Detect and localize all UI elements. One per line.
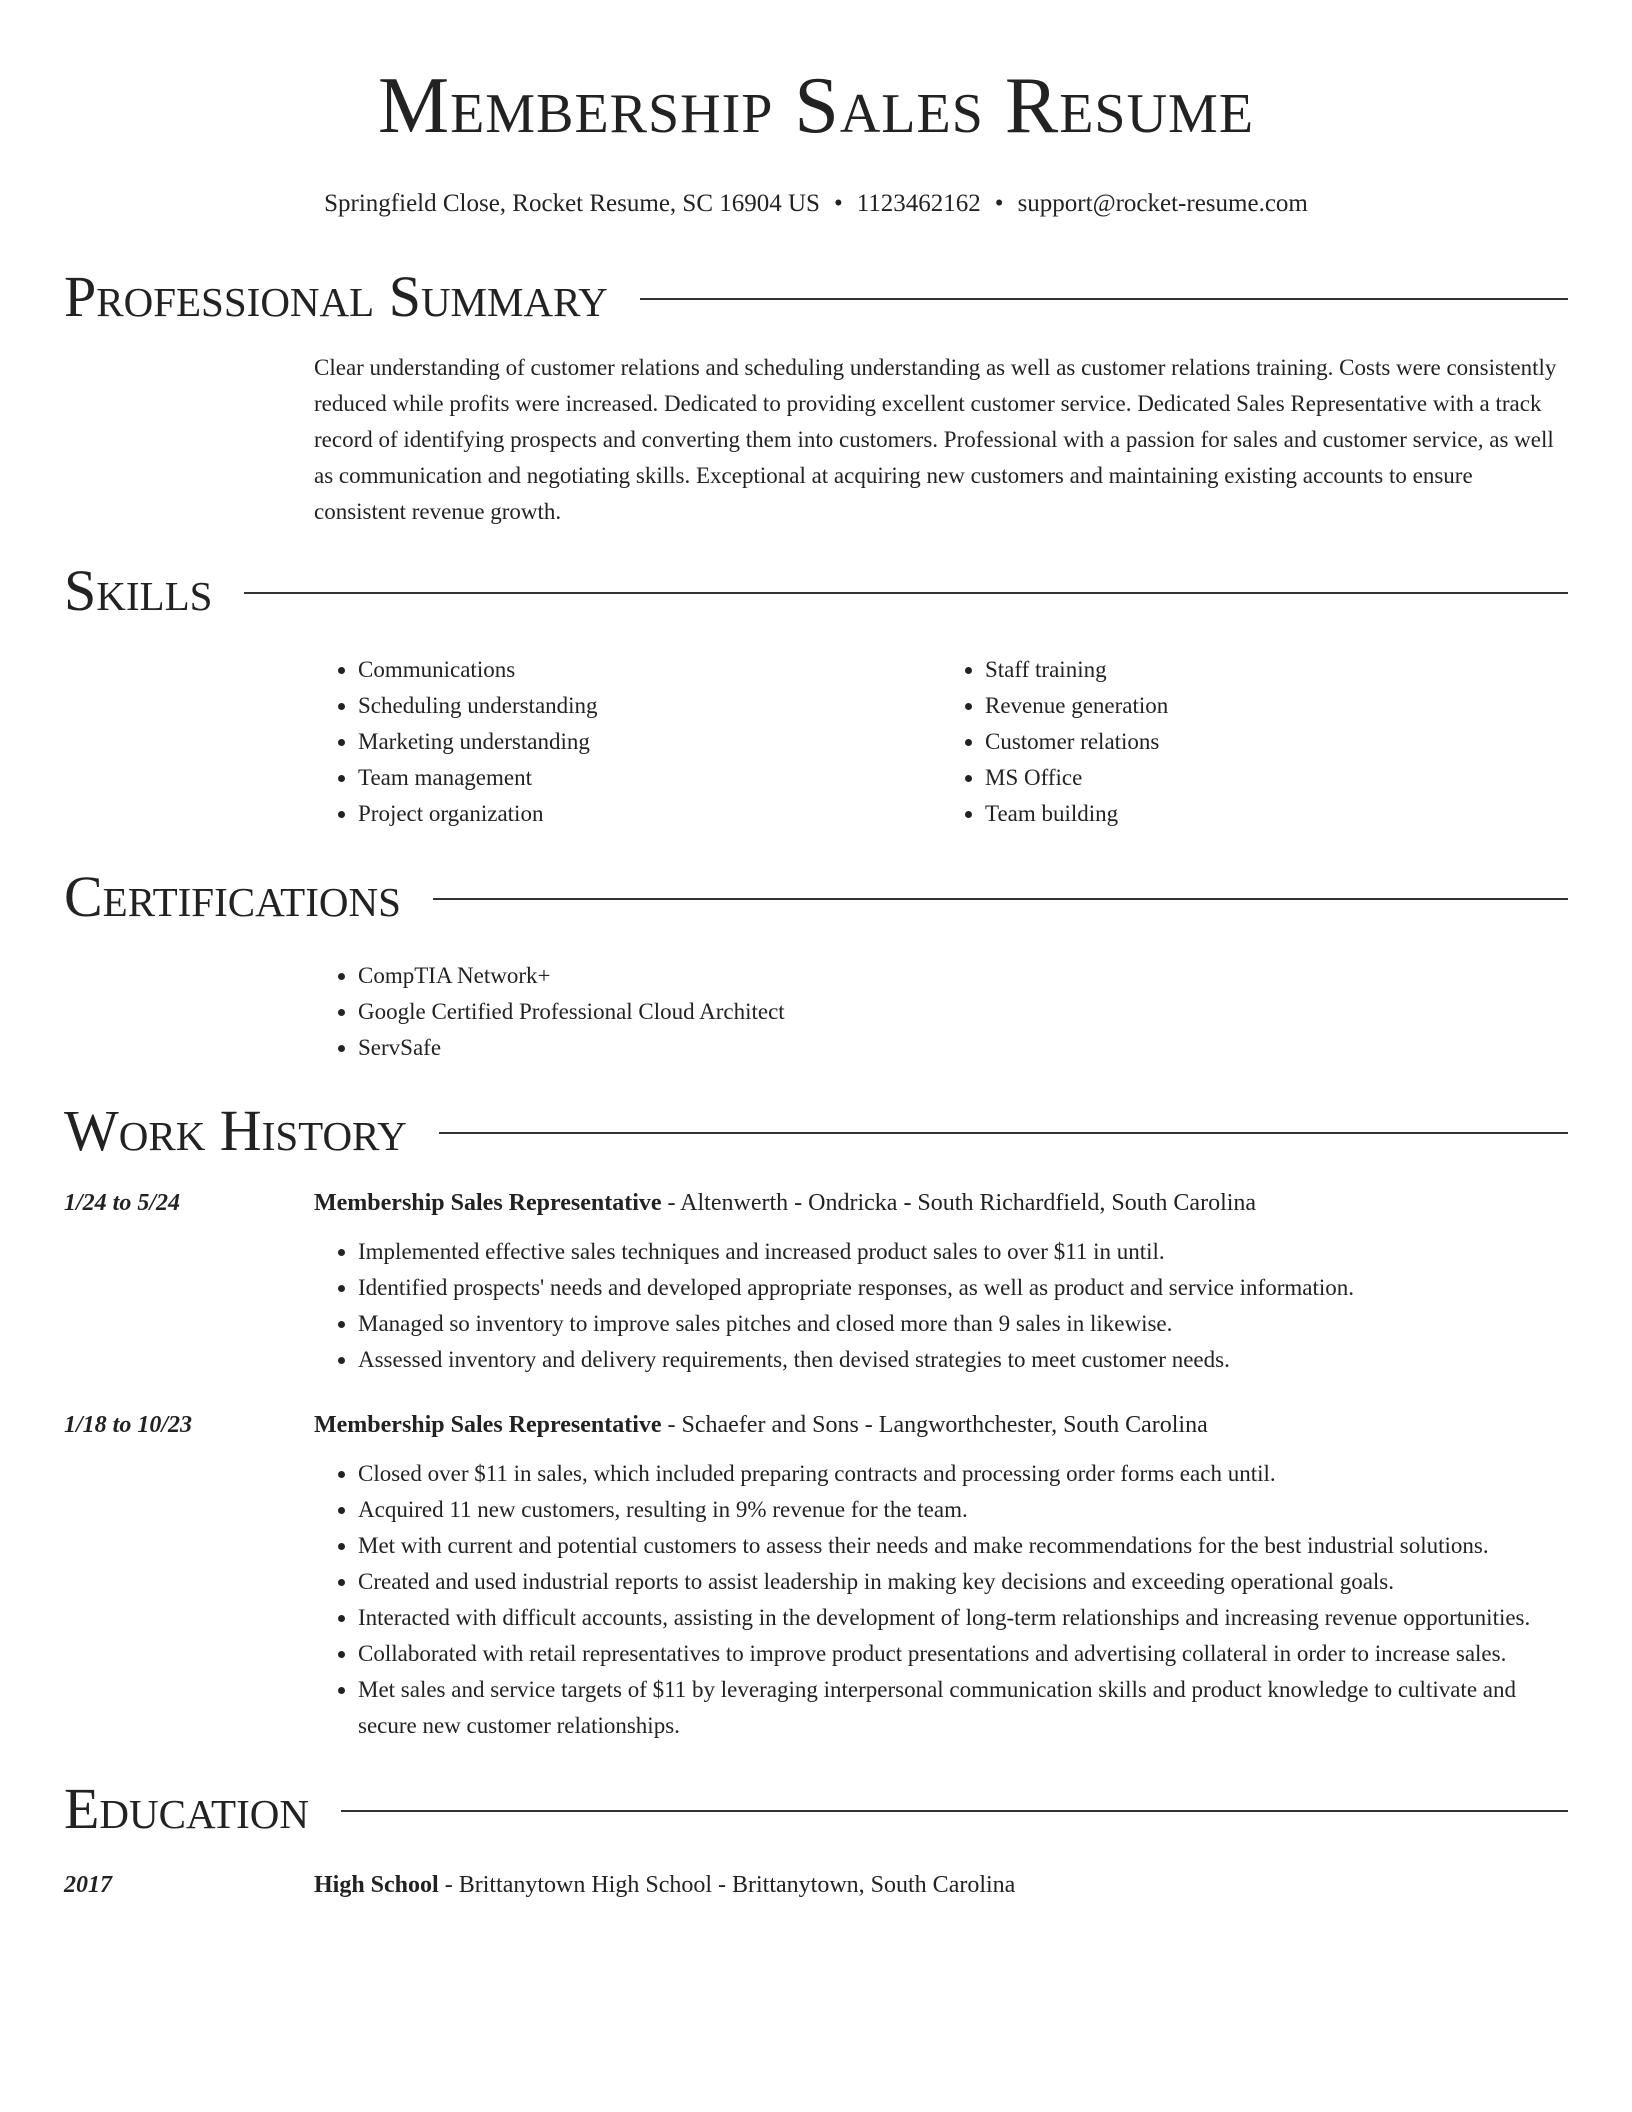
job-dates: 1/24 to 5/24 xyxy=(64,1190,181,1216)
skill-item: • Team management xyxy=(358,760,941,796)
contact-separator: • xyxy=(994,190,1004,217)
job-bullets xyxy=(314,1456,1568,1744)
job-bullet: • Assessed inventory and delivery requirements, then devised strategies to meet customer needs. xyxy=(358,1342,1568,1378)
resume-title: Membership Sales Resume xyxy=(377,62,1255,150)
job-bullet: • Met sales and service targets of $11 by leveraging interpersonal communication skills and product knowledge to cultivate and secure new customer relationships. xyxy=(358,1672,1568,1744)
certification-item: • CompTIA Network+ xyxy=(358,958,1568,994)
section-heading xyxy=(64,1774,1568,1844)
section-divider xyxy=(433,898,1568,900)
skill-item: • Customer relations xyxy=(985,724,1568,760)
job-dates: 1/18 to 10/23 xyxy=(64,1412,193,1438)
skill-item: • Revenue generation xyxy=(985,688,1568,724)
skill-item: • Project organization xyxy=(358,796,941,832)
education-entry xyxy=(64,1868,1568,1902)
job-bullet: • Acquired 11 new customers, resulting in 9% revenue for the team. xyxy=(358,1492,1568,1528)
section-divider xyxy=(244,592,1568,594)
section-divider xyxy=(341,1810,1568,1812)
section-divider xyxy=(439,1132,1568,1134)
certifications-list xyxy=(314,958,1568,1066)
job-header xyxy=(314,1408,1208,1442)
contact-separator: • xyxy=(833,190,843,217)
summary-section xyxy=(64,262,1568,530)
job-bullet: • Implemented effective sales techniques and increased product sales to over $11 in until. xyxy=(358,1234,1568,1270)
skills-heading: Skills xyxy=(64,558,213,623)
certification-item: • Google Certified Professional Cloud Architect xyxy=(358,994,1568,1030)
section-heading xyxy=(64,862,1568,932)
job-title: Membership Sales Representative xyxy=(314,1190,662,1216)
summary-text: Clear understanding of customer relations and scheduling understanding as well as customer relations training. Costs were consistently reduced while profits were increased. Dedicated to providing excellent customer service. Dedicated Sales Representative with a track record of identifying prospects and converting them into customers. Professional with a passion for sales and customer service, as well as communication and negotiating skills. Exceptional at acquiring new customers and maintaining existing accounts to ensure consistent revenue growth. xyxy=(314,355,1557,524)
skills-section xyxy=(64,556,1568,832)
work-history-section xyxy=(64,1096,1568,1744)
contact-address: Springfield Close, Rocket Resume, SC 16904 US xyxy=(324,190,820,217)
section-heading xyxy=(64,556,1568,626)
skill-item: • Marketing understanding xyxy=(358,724,941,760)
skill-item: • Scheduling understanding xyxy=(358,688,941,724)
job-bullet: • Managed so inventory to improve sales pitches and closed more than 9 sales in likewise. xyxy=(358,1306,1568,1342)
job-header xyxy=(314,1186,1256,1220)
skill-item: • Team building xyxy=(985,796,1568,832)
skill-item: • Communications xyxy=(358,652,941,688)
certifications-section xyxy=(64,862,1568,1066)
job-bullets xyxy=(314,1234,1568,1378)
job-bullet: • Collaborated with retail representatives to improve product presentations and advertising collateral in order to increase sales. xyxy=(358,1636,1568,1672)
education-year: 2017 xyxy=(64,1872,112,1898)
certifications-heading: Certifications xyxy=(64,864,401,929)
job-bullet: • Met with current and potential customers to assess their needs and make recommendations for the best industrial solutions. xyxy=(358,1528,1568,1564)
education-degree: High School xyxy=(314,1872,439,1898)
education-heading: Education xyxy=(64,1776,309,1841)
job-company: - Schaefer and Sons - Langworthchester, South Carolina xyxy=(661,1412,1208,1438)
education-school: - Brittanytown High School - Brittanytown, South Carolina xyxy=(438,1872,1016,1898)
contact-phone: 1123462162 xyxy=(856,190,981,217)
job-bullet: • Closed over $11 in sales, which included preparing contracts and processing order forms each until. xyxy=(358,1456,1568,1492)
skills-column-left xyxy=(314,652,941,832)
certification-item: • ServSafe xyxy=(358,1030,1568,1066)
contact-email: support@rocket-resume.com xyxy=(1017,190,1308,217)
section-heading xyxy=(64,1096,1568,1166)
skills-list xyxy=(314,652,1568,832)
work-history-heading: Work History xyxy=(64,1098,407,1163)
skills-column-right xyxy=(941,652,1568,832)
summary-heading: Professional Summary xyxy=(64,264,608,329)
section-divider xyxy=(640,298,1568,300)
section-heading xyxy=(64,262,1568,332)
job-bullet: • Created and used industrial reports to assist leadership in making key decisions and exceeding operational goals. xyxy=(358,1564,1568,1600)
contact-line xyxy=(64,188,1568,220)
skill-item: • Staff training xyxy=(985,652,1568,688)
job-bullet: • Identified prospects' needs and developed appropriate responses, as well as product and service information. xyxy=(358,1270,1568,1306)
job-bullet: • Interacted with difficult accounts, assisting in the development of long-term relationships and increasing revenue opportunities. xyxy=(358,1600,1568,1636)
job-entry xyxy=(64,1408,1568,1744)
job-entry xyxy=(64,1186,1568,1378)
job-title: Membership Sales Representative xyxy=(314,1412,662,1438)
education-header xyxy=(314,1868,1015,1902)
skill-item: • MS Office xyxy=(985,760,1568,796)
education-section xyxy=(64,1774,1568,1902)
job-company: - Altenwerth - Ondricka - South Richardfield, South Carolina xyxy=(661,1190,1257,1216)
